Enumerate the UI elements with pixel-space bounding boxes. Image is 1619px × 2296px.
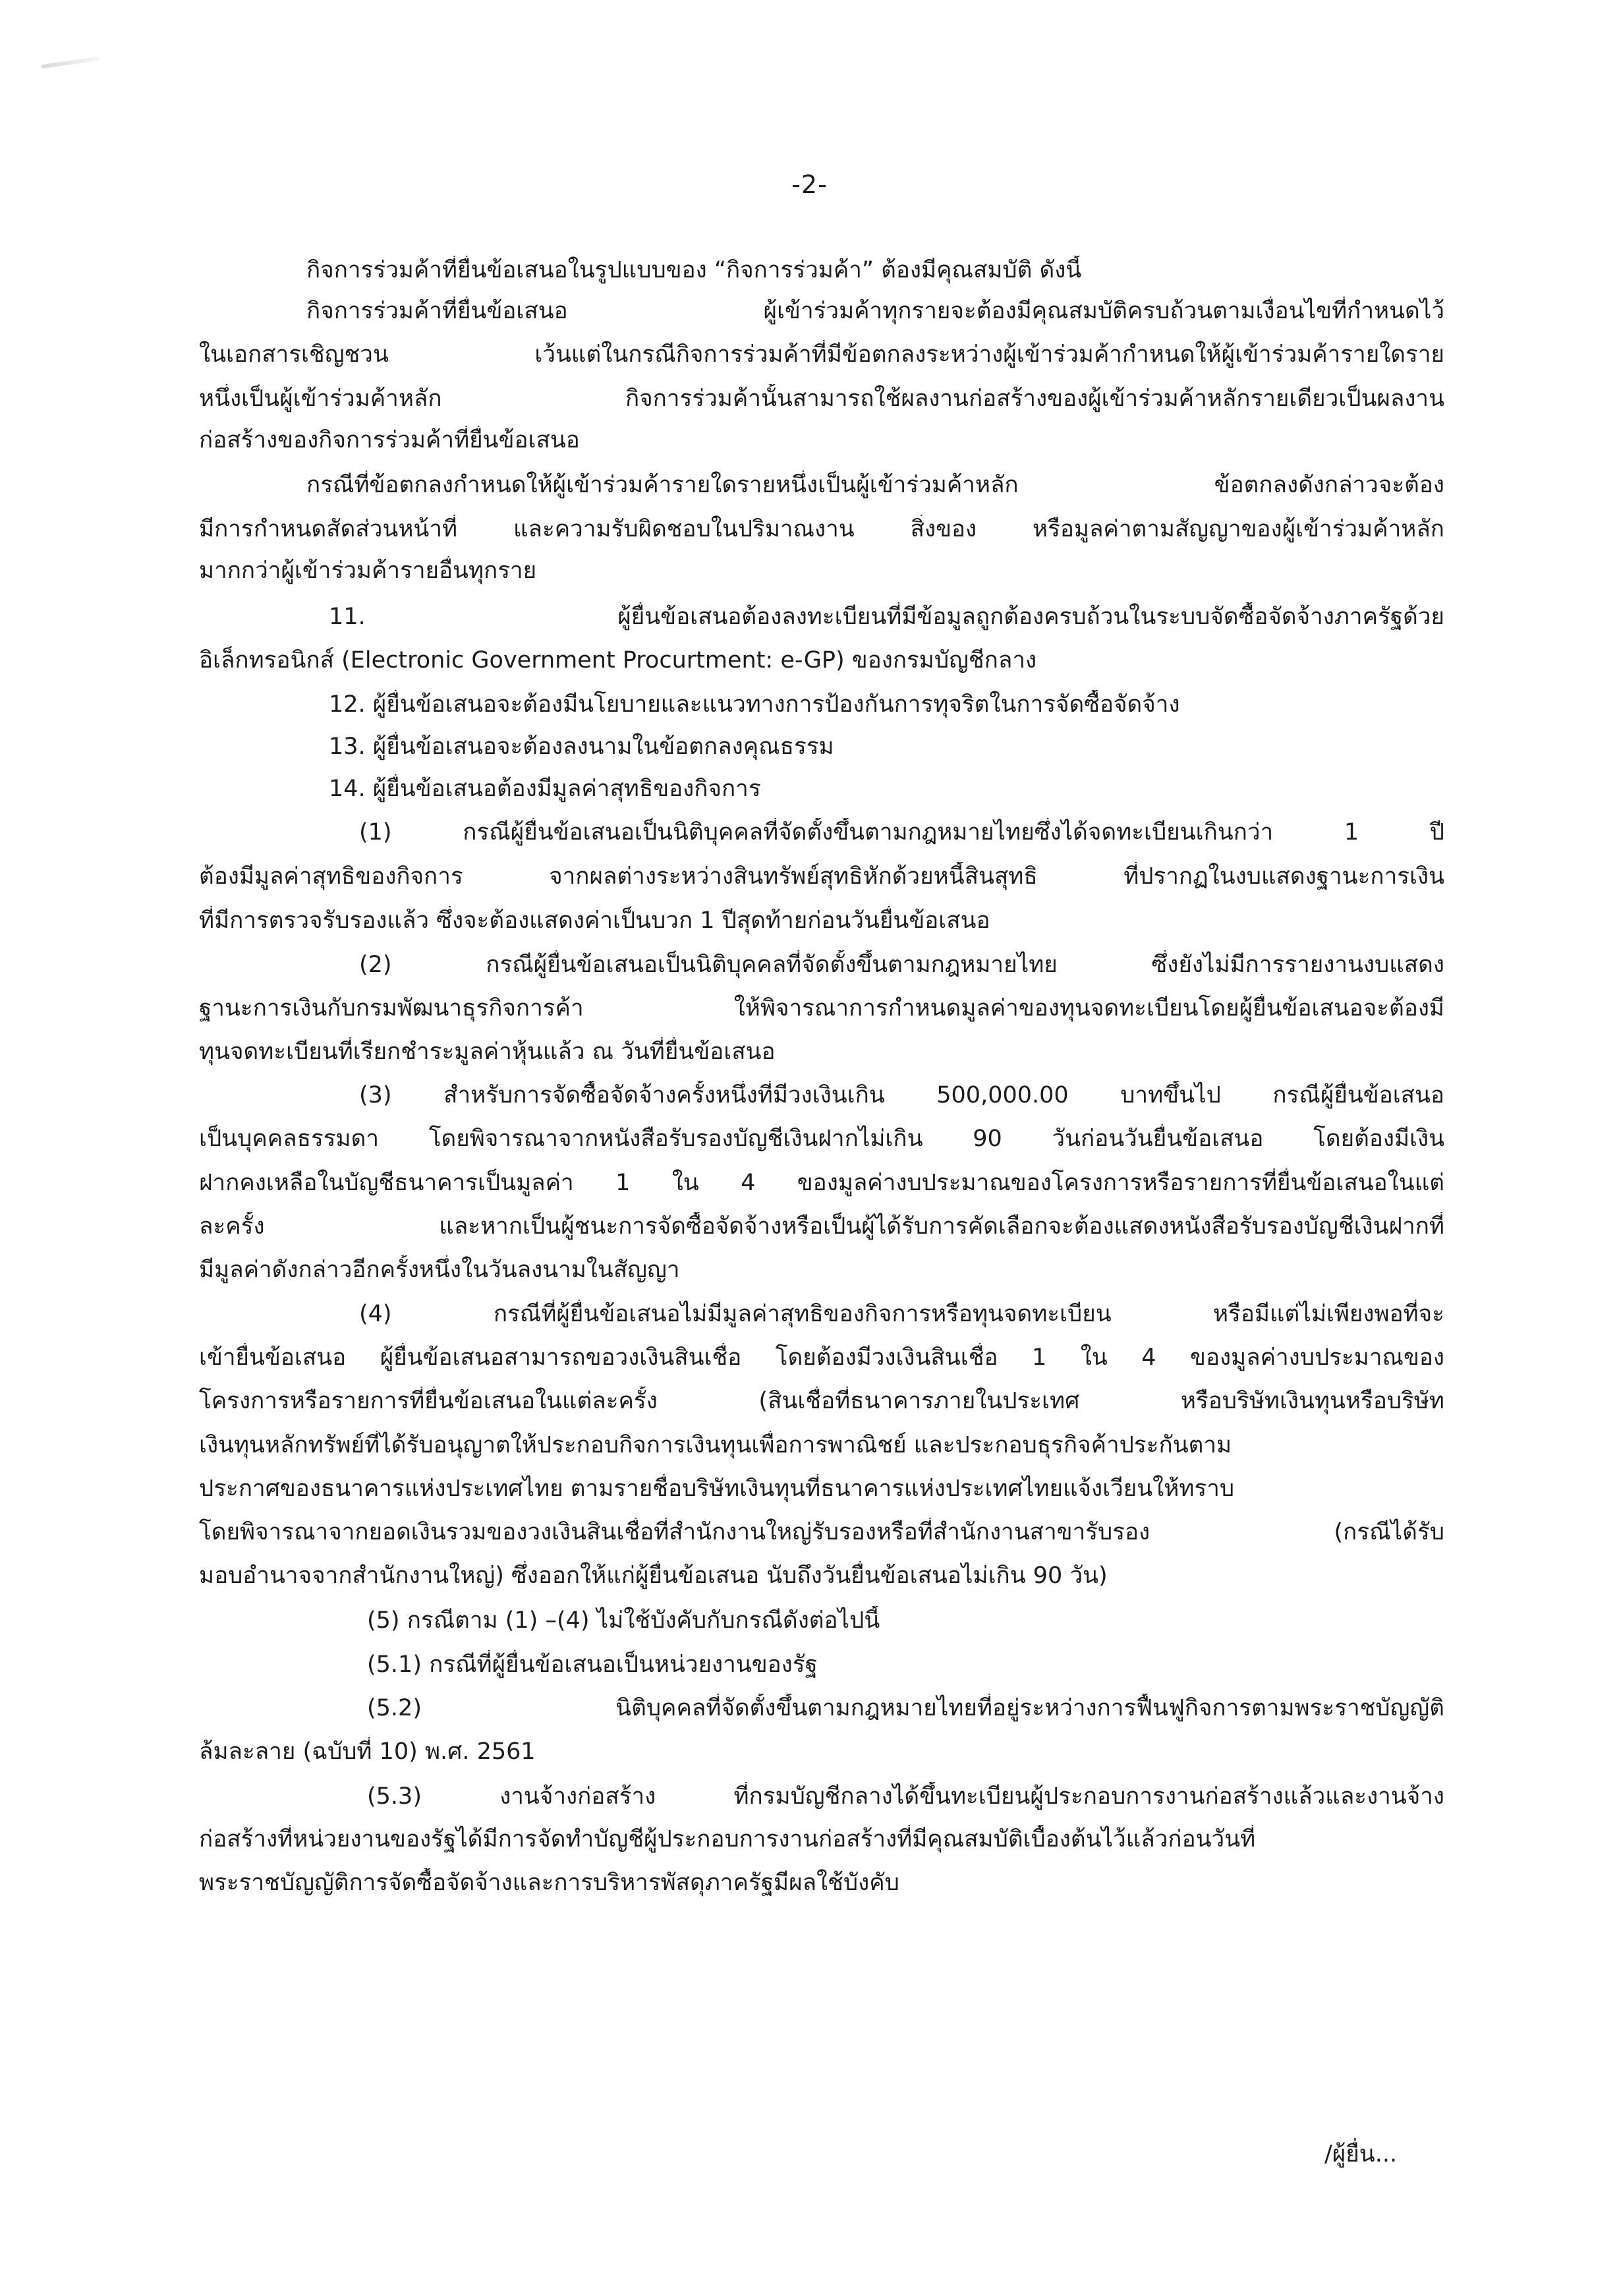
body-line: กิจการร่วมค้าที่ยื่นข้อเสนอ ผู้เข้าร่วมค้าทุกรายจะต้องมีคุณสมบัติครบถ้วนตามเงื่อนไขที่กำหนดไว้ <box>306 298 1444 324</box>
body-line: 11. ผู้ยื่นข้อเสนอต้องลงทะเบียนที่มีข้อมูลถูกต้องครบถ้วนในระบบจัดซื้อจัดจ้างภาครัฐด้วย <box>329 604 1444 630</box>
body-line: ทุนจดทะเบียนที่เรียกชำระมูลค่าหุ้นแล้ว ณ วันที่ยื่นข้อเสนอ <box>199 1039 776 1065</box>
body-line: ต้องมีมูลค่าสุทธิของกิจการ จากผลต่างระหว่างสินทรัพย์สุทธิหักด้วยหนี้สินสุทธิ ที่ปรากฏในงบแสดงฐานะการเงิน <box>199 863 1444 890</box>
body-line: (5) กรณีตาม (1) –(4) ไม่ใช้บังคับกับกรณีดังต่อไปนี้ <box>367 1607 880 1634</box>
body-line: 12. ผู้ยื่นข้อเสนอจะต้องมีนโยบายและแนวทางการป้องกันการทุจริตในการจัดซื้อจัดจ้าง <box>329 691 1180 718</box>
body-line: (4) กรณีที่ผู้ยื่นข้อเสนอไม่มีมูลค่าสุทธิของกิจการหรือทุนจดทะเบียน หรือมีแต่ไม่เพียงพอที่จะ <box>359 1301 1444 1327</box>
body-line: ฝากคงเหลือในบัญชีธนาคารเป็นมูลค่า 1 ใน 4 ของมูลค่างบประมาณของโครงการหรือรายการที่ยื่นข้อเสนอในแต่ <box>199 1170 1444 1196</box>
body-line: ล้มละลาย (ฉบับที่ 10) พ.ศ. 2561 <box>199 1738 536 1765</box>
body-line: (5.2) นิติบุคคลที่จัดตั้งขึ้นตามกฎหมายไทยที่อยู่ระหว่างการฟื้นฟูกิจการตามพระราชบัญญัติ <box>367 1695 1444 1721</box>
body-line: กิจการร่วมค้าที่ยื่นข้อเสนอในรูปแบบของ “กิจการร่วมค้า” ต้องมีคุณสมบัติ ดังนี้ <box>306 257 1082 283</box>
body-line: ที่มีการตรวจรับรองแล้ว ซึ่งจะต้องแสดงค่าเป็นบวก 1 ปีสุดท้ายก่อนวันยื่นข้อเสนอ <box>199 907 990 934</box>
body-line: มอบอำนาจจากสำนักงานใหญ่) ซึ่งออกให้แก่ผู้ยื่นข้อเสนอ นับถึงวันยื่นข้อเสนอไม่เกิน 90 วัน) <box>199 1563 1108 1589</box>
body-line: เงินทุนหลักทรัพย์ที่ได้รับอนุญาตให้ประกอบกิจการเงินทุนเพื่อการพาณิชย์ และประกอบธุรกิจค้าประกันตาม <box>199 1432 1232 1458</box>
body-line: ละครั้ง และหากเป็นผู้ชนะการจัดซื้อจัดจ้างหรือเป็นผู้ได้รับการคัดเลือกจะต้องแสดงหนังสือรับรองบัญชีเงินฝากที่ <box>199 1213 1444 1240</box>
body-line: หนึ่งเป็นผู้เข้าร่วมค้าหลัก กิจการร่วมค้านั้นสามารถใช้ผลงานก่อสร้างของผู้เข้าร่วมค้าหลักรายเดียวเป็นผลงาน <box>199 386 1444 412</box>
body-line: ก่อสร้างของกิจการร่วมค้าที่ยื่นข้อเสนอ <box>199 427 580 453</box>
body-line: (1) กรณีผู้ยื่นข้อเสนอเป็นนิติบุคคลที่จัดตั้งขึ้นตามกฎหมายไทยซึ่งได้จดทะเบียนเกินกว่า 1 ปี <box>359 819 1444 846</box>
body-line: อิเล็กทรอนิกส์ (Electronic Government Procurtment: e-GP) ของกรมบัญชีกลาง <box>199 647 1037 674</box>
body-line: กรณีที่ข้อตกลงกำหนดให้ผู้เข้าร่วมค้ารายใดรายหนึ่งเป็นผู้เข้าร่วมค้าหลัก ข้อตกลงดังกล่าวจะต้อง <box>306 472 1444 498</box>
body-line: มีการกำหนดสัดส่วนหน้าที่ และความรับผิดชอบในปริมาณงาน สิ่งของ หรือมูลค่าตามสัญญาของผู้เข้าร่วมค้าหลัก <box>199 516 1444 542</box>
body-line: (3) สำหรับการจัดซื้อจัดจ้างครั้งหนึ่งที่มีวงเงินเกิน 500,000.00 บาทขึ้นไป กรณีผู้ยื่นข้อเสนอ <box>359 1082 1444 1108</box>
body-line: (2) กรณีผู้ยื่นข้อเสนอเป็นนิติบุคคลที่จัดตั้งขึ้นตามกฎหมายไทย ซึ่งยังไม่มีการรายงานงบแสดง <box>359 952 1444 978</box>
body-line: ประกาศของธนาคารแห่งประเทศไทย ตามรายชื่อบริษัทเงินทุนที่ธนาคารแห่งประเทศไทยแจ้งเวียนให้ทราบ <box>199 1476 1235 1502</box>
body-line: (5.1) กรณีที่ผู้ยื่นข้อเสนอเป็นหน่วยงานของรัฐ <box>367 1651 818 1678</box>
body-line: ในเอกสารเชิญชวน เว้นแต่ในกรณีกิจการร่วมค้าที่มีข้อตกลงระหว่างผู้เข้าร่วมค้ากำหนดให้ผู้เข้าร่วมค้ารายใดราย <box>199 341 1444 368</box>
scan-artifact <box>41 57 100 69</box>
body-line: โดยพิจารณาจากยอดเงินรวมของวงเงินสินเชื่อที่สำนักงานใหญ่รับรองหรือที่สำนักงานสาขารับรอง (กรณีได้รับ <box>199 1519 1444 1545</box>
body-line: (5.3) งานจ้างก่อสร้าง ที่กรมบัญชีกลางได้ขึ้นทะเบียนผู้ประกอบการงานก่อสร้างแล้วและงานจ้าง <box>367 1783 1444 1810</box>
body-line: มีมูลค่าดังกล่าวอีกครั้งหนึ่งในวันลงนามในสัญญา <box>199 1257 680 1283</box>
body-line: 13. ผู้ยื่นข้อเสนอจะต้องลงนามในข้อตกลงคุณธรรม <box>329 733 834 760</box>
page-number: -2- <box>791 170 828 199</box>
body-line: 14. ผู้ยื่นข้อเสนอต้องมีมูลค่าสุทธิของกิจการ <box>329 776 761 802</box>
body-line: ก่อสร้างที่หน่วยงานของรัฐได้มีการจัดทำบัญชีผู้ประกอบการงานก่อสร้างที่มีคุณสมบัติเบื้องต้นไว้แล้วก่อนวันที่ <box>199 1826 1256 1852</box>
body-line: เข้ายื่นข้อเสนอ ผู้ยื่นข้อเสนอสามารถขอวงเงินสินเชื่อ โดยต้องมีวงเงินสินเชื่อ 1 ใน 4 ของมูลค่างบประมาณของ <box>199 1344 1444 1371</box>
body-line: เป็นบุคคลธรรมดา โดยพิจารณาจากหนังสือรับรองบัญชีเงินฝากไม่เกิน 90 วันก่อนวันยื่นข้อเสนอ โดยต้องมีเงิน <box>199 1126 1444 1152</box>
continuation-note: /ผู้ยื่น... <box>1324 2141 1398 2167</box>
body-line: ฐานะการเงินกับกรมพัฒนาธุรกิจการค้า ให้พิจารณาการกำหนดมูลค่าของทุนจดทะเบียนโดยผู้ยื่นข้อเสนอจะต้องมี <box>199 995 1444 1021</box>
body-line: โครงการหรือรายการที่ยื่นข้อเสนอในแต่ละครั้ง (สินเชื่อที่ธนาคารภายในประเทศ หรือบริษัทเงินทุนหรือบริษัท <box>199 1388 1444 1414</box>
body-line: มากกว่าผู้เข้าร่วมค้ารายอื่นทุกราย <box>199 558 537 584</box>
body-line: พระราชบัญญัติการจัดซื้อจัดจ้างและการบริหารพัสดุภาครัฐมีผลใช้บังคับ <box>199 1870 899 1896</box>
